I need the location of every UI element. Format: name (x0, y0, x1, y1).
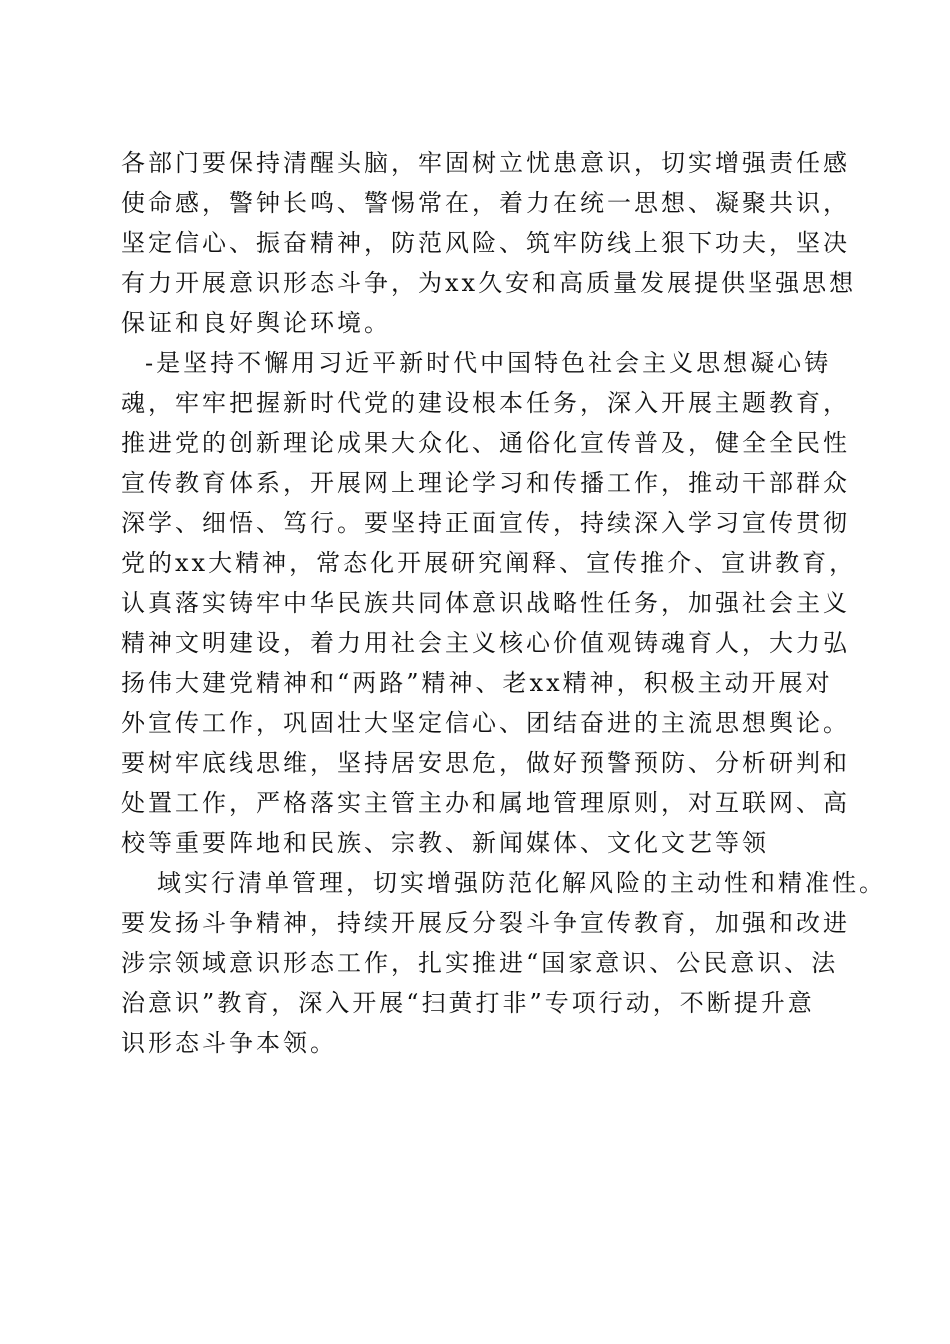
document-body (121, 143, 886, 1063)
text-line: 魂，牢牢把握新时代党的建设根本任务，深入开展主题教育， (121, 389, 850, 417)
paragraph-3 (121, 863, 886, 1063)
text-line: 各部门要保持清醒头脑，牢固树立忧患意识，切实增强责任感 (121, 149, 850, 177)
text-line: 宣传教育体系，开展网上理论学习和传播工作，推动干部群众 (121, 469, 850, 497)
text-line: 使命感，警钟长鸣、警惕常在，着力在统一思想、凝聚共识， (121, 189, 850, 217)
text-line: 保证和良好舆论环境。 (121, 309, 391, 337)
text-line: 涉宗领域意识形态工作，扎实推进“国家意识、公民意识、法 (121, 949, 839, 977)
text-line: 处置工作，严格落实主管主办和属地管理原则，对互联网、高 (121, 789, 850, 817)
paragraph-2 (121, 343, 857, 863)
text-line: 深学、细悟、笃行。要坚持正面宣传，持续深入学习宣传贯彻 (121, 509, 850, 537)
text-line: 党的xx大精神，常态化开展研究阐释、宣传推介、宣讲教育， (121, 549, 857, 577)
text-line: 识形态斗争本领。 (121, 1029, 337, 1057)
text-line: 推进党的创新理论成果大众化、通俗化宣传普及，健全全民性 (121, 429, 850, 457)
text-line: 要树牢底线思维，坚持居安思危，做好预警预防、分析研判和 (121, 749, 850, 777)
text-line: 认真落实铸牢中华民族共同体意识战略性任务，加强社会主义 (121, 589, 850, 617)
text-line: 校等重要阵地和民族、宗教、新闻媒体、文化文艺等领 (121, 829, 769, 857)
text-line: 坚定信心、振奋精神，防范风险、筑牢防线上狠下功夫，坚决 (121, 229, 850, 257)
text-line: 外宣传工作，巩固壮大坚定信心、团结奋进的主流思想舆论。 (121, 709, 850, 737)
text-line: 要发扬斗争精神，持续开展反分裂斗争宣传教育，加强和改进 (121, 909, 850, 937)
paragraph-1 (121, 143, 857, 343)
text-line: 扬伟大建党精神和“两路”精神、老xx精神，积极主动开展对 (121, 669, 833, 697)
text-line: 治意识”教育，深入开展“扫黄打非”专项行动，不断提升意 (121, 989, 815, 1017)
text-line: 有力开展意识形态斗争，为xx久安和高质量发展提供坚强思想 (121, 269, 857, 297)
text-line: 域实行清单管理，切实增强防范化解风险的主动性和精准性。 (157, 869, 886, 897)
text-line: 精神文明建设，着力用社会主义核心价值观铸魂育人，大力弘 (121, 629, 850, 657)
text-line: -是坚持不懈用习近平新时代中国特色社会主义思想凝心铸 (145, 349, 832, 377)
